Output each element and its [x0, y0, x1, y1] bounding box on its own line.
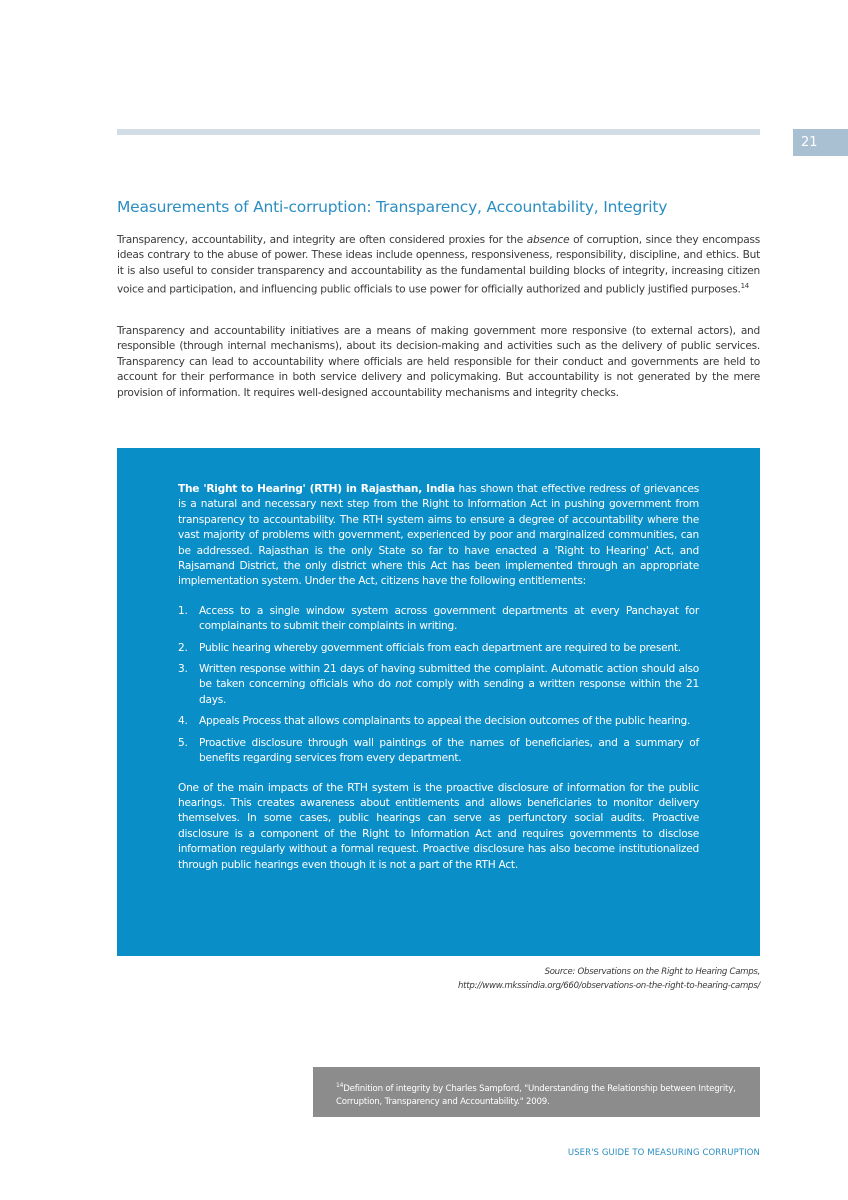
source-url: http://www.mkssindia.org/660/observations-on-the-right-to-hearing-camps/ — [458, 981, 760, 991]
list-item-text: Public hearing whereby government officials from each department are required to be present. — [199, 641, 681, 654]
para1-text-before: Transparency, accountability, and integrity are often considered proxies for the — [117, 234, 527, 246]
list-item-number: 2. — [178, 641, 188, 654]
list-item-number: 5. — [178, 736, 188, 749]
para1-emphasis: absence — [526, 234, 570, 246]
case-study-title: The 'Right to Hearing' (RTH) in Rajasthan, India — [178, 483, 455, 495]
body-paragraph-2: Transparency and accountability initiatives are a means of making government more responsive (to external actors), and responsible (through internal mechanisms), about its decision-making and activities such as the delivery of public services. Transparency can lead to accountability where officials are held responsible for their conduct and governments are held to account for their performance in both service delivery and policymaking. But accountability is not generated by the mere provision of information. It requires well-designed accountability mechanisms and integrity checks. — [117, 325, 760, 399]
source-citation — [360, 965, 760, 993]
list-item — [178, 714, 699, 729]
case-study-closing: One of the main impacts of the RTH system is the proactive disclosure of information for the public hearings. This creates awareness about entitlements and allows beneficiaries to monitor delivery themselves. In some cases, public hearings can serve as perfunctory social audits. Proactive disclosure is a component of the Right to Information Act and requires governments to disclose information regularly without a formal request. Proactive disclosure has also become institutionalized through public hearings even though it is not a part of the RTH Act. — [178, 781, 699, 871]
entitlements-list — [178, 604, 699, 767]
list-item — [178, 641, 699, 656]
para1-text-after: of corruption, since they encompass ideas contrary to the abuse of power. These ideas include openness, responsiveness, responsibility, discipline, and ethics. But it is also useful to consider transparency and accountability as the fundamental building blocks of integrity, increasing citizen voice and participation, and influencing public officials to use power for officially authorized and publicly justified purposes. — [117, 234, 760, 296]
case-study-box — [117, 448, 760, 956]
list-item — [178, 662, 699, 708]
footnote-text: Definition of integrity by Charles Sampford, "Understanding the Relationship between Integrity, Corruption, Transparency and Accountability." 2009. — [336, 1083, 736, 1107]
list-item-text-after: comply with sending a written response within the 21 days. — [199, 678, 700, 706]
list-item-number: 3. — [178, 663, 188, 676]
running-footer: USER'S GUIDE TO MEASURING CORRUPTION — [567, 1148, 760, 1158]
list-item-text: Access to a single window system across government departments at every Panchayat for complainants to submit their complaints in writing. — [199, 604, 699, 633]
list-item-emphasis: not — [395, 678, 412, 691]
case-study-intro-text: has shown that effective redress of grievances is a natural and necessary next step from the Right to Information Act in pushing government from transparency to accountability. The RTH system aims to ensure a degree of accountability where the vast majority of problems with government, experienced by poor and marginalized communities, can be addressed. Rajasthan is the only State so far to have enacted a 'Right to Hearing' Act, and Rajsamand District, the only district where this Act has been implemented through an appropriate implementation system. Under the Act, citizens have the following entitlements: — [178, 483, 699, 588]
list-item-text-before: Written response within 21 days of having submitted the complaint. Automatic action should also be taken concerning officials who do — [199, 663, 699, 691]
footnote — [313, 1067, 760, 1117]
list-item-number: 1. — [178, 604, 188, 617]
footnote-reference: 14 — [740, 282, 750, 291]
header-rule — [117, 129, 760, 135]
section-heading: Measurements of Anti-corruption: Transparency, Accountability, Integrity — [117, 198, 668, 216]
page-number: 21 — [793, 129, 848, 156]
list-item — [178, 604, 699, 635]
case-study-intro — [178, 482, 699, 590]
body-paragraph-1 — [117, 233, 760, 298]
source-title: Source: Observations on the Right to Hearing Camps, — [544, 967, 760, 977]
footnote-marker: 14 — [336, 1082, 344, 1089]
list-item-text: Appeals Process that allows complainants to appeal the decision outcomes of the public hearing. — [199, 715, 691, 728]
list-item-number: 4. — [178, 715, 188, 728]
list-item — [178, 736, 699, 767]
list-item-text: Proactive disclosure through wall paintings of the names of beneficiaries, and a summary of benefits regarding services from every department. — [199, 736, 699, 765]
case-study-content — [178, 482, 699, 873]
